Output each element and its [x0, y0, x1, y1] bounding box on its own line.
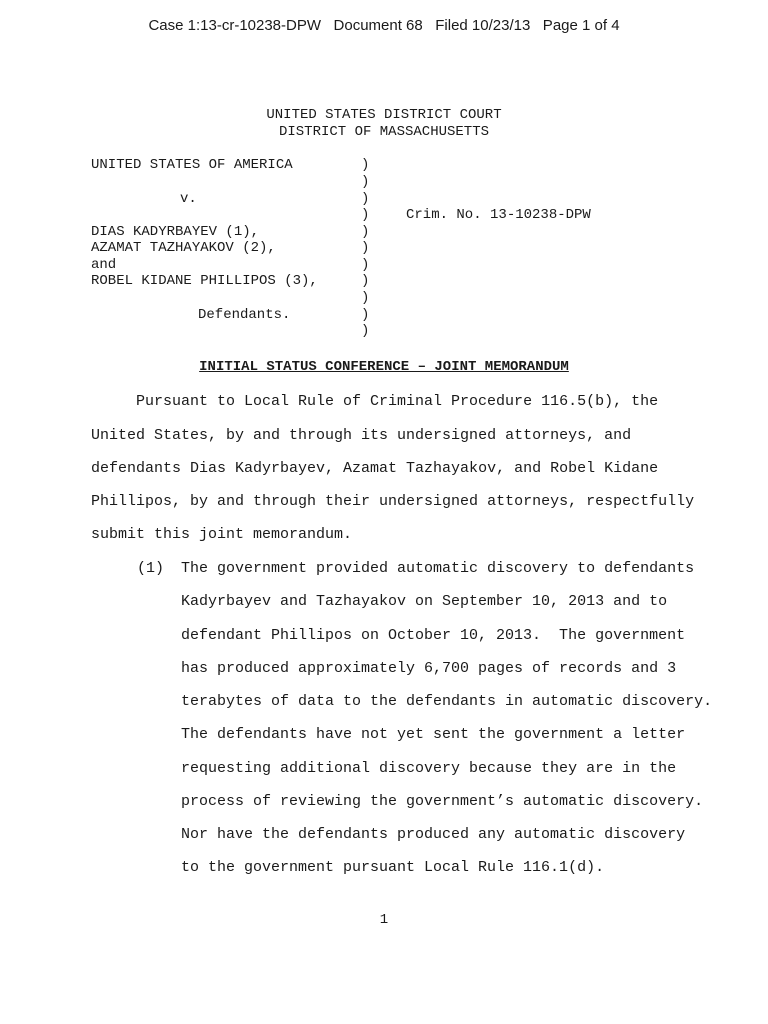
item-line: The government provided automatic discovery to defendants — [181, 560, 695, 577]
item-line: terabytes of data to the defendants in automatic discovery. — [181, 693, 713, 710]
caption-paren: ) — [361, 273, 370, 289]
page-number: 1 — [379, 912, 389, 928]
caption-paren: ) — [361, 290, 370, 306]
intro-line: submit this joint memorandum. — [91, 526, 353, 543]
case-header: Case 1:13-cr-10238-DPW Document 68 Filed 10/23/13 Page 1 of 4 — [148, 17, 620, 34]
item-line: to the government pursuant Local Rule 116.1(d). — [181, 859, 605, 876]
caption-paren: ) — [361, 224, 370, 240]
caption-paren: ) — [361, 257, 370, 273]
item-line: Kadyrbayev and Tazhayakov on September 10, 2013 and to — [181, 593, 668, 610]
caption-paren: ) — [361, 157, 370, 173]
item-line: requesting additional discovery because they are in the — [181, 760, 677, 777]
caption-paren: ) — [361, 207, 370, 223]
item-line: defendant Phillipos on October 10, 2013. The government — [181, 627, 686, 644]
item-line: process of reviewing the government’s automatic discovery. — [181, 793, 704, 810]
caption-paren: ) — [361, 174, 370, 190]
item-line: Nor have the defendants produced any automatic discovery — [181, 826, 686, 843]
defendant-2: AZAMAT TAZHAYAKOV (2), — [91, 240, 276, 256]
item-number: (1) — [137, 560, 165, 577]
caption-paren: ) — [361, 323, 370, 339]
memo-title: INITIAL STATUS CONFERENCE – JOINT MEMORANDUM — [199, 359, 569, 375]
versus-label: v. — [180, 191, 197, 207]
court-district: DISTRICT OF MASSACHUSETTS — [278, 124, 490, 140]
plaintiff-name: UNITED STATES OF AMERICA — [91, 157, 293, 173]
caption-paren: ) — [361, 191, 370, 207]
intro-line: Pursuant to Local Rule of Criminal Procedure 116.5(b), the — [136, 393, 659, 410]
defendant-3: ROBEL KIDANE PHILLIPOS (3), — [91, 273, 318, 289]
item-line: has produced approximately 6,700 pages of records and 3 — [181, 660, 677, 677]
and-label: and — [91, 257, 117, 273]
court-name: UNITED STATES DISTRICT COURT — [266, 107, 502, 123]
defendants-label: Defendants. — [198, 307, 291, 323]
item-line: The defendants have not yet sent the government a letter — [181, 726, 686, 743]
intro-line: defendants Dias Kadyrbayev, Azamat Tazhayakov, and Robel Kidane — [91, 460, 659, 477]
caption-paren: ) — [361, 240, 370, 256]
intro-line: Phillipos, by and through their undersigned attorneys, respectfully — [91, 493, 695, 510]
defendant-1: DIAS KADYRBAYEV (1), — [91, 224, 260, 240]
case-number: Crim. No. 13-10238-DPW — [406, 207, 591, 223]
caption-paren: ) — [361, 307, 370, 323]
intro-line: United States, by and through its undersigned attorneys, and — [91, 427, 632, 444]
